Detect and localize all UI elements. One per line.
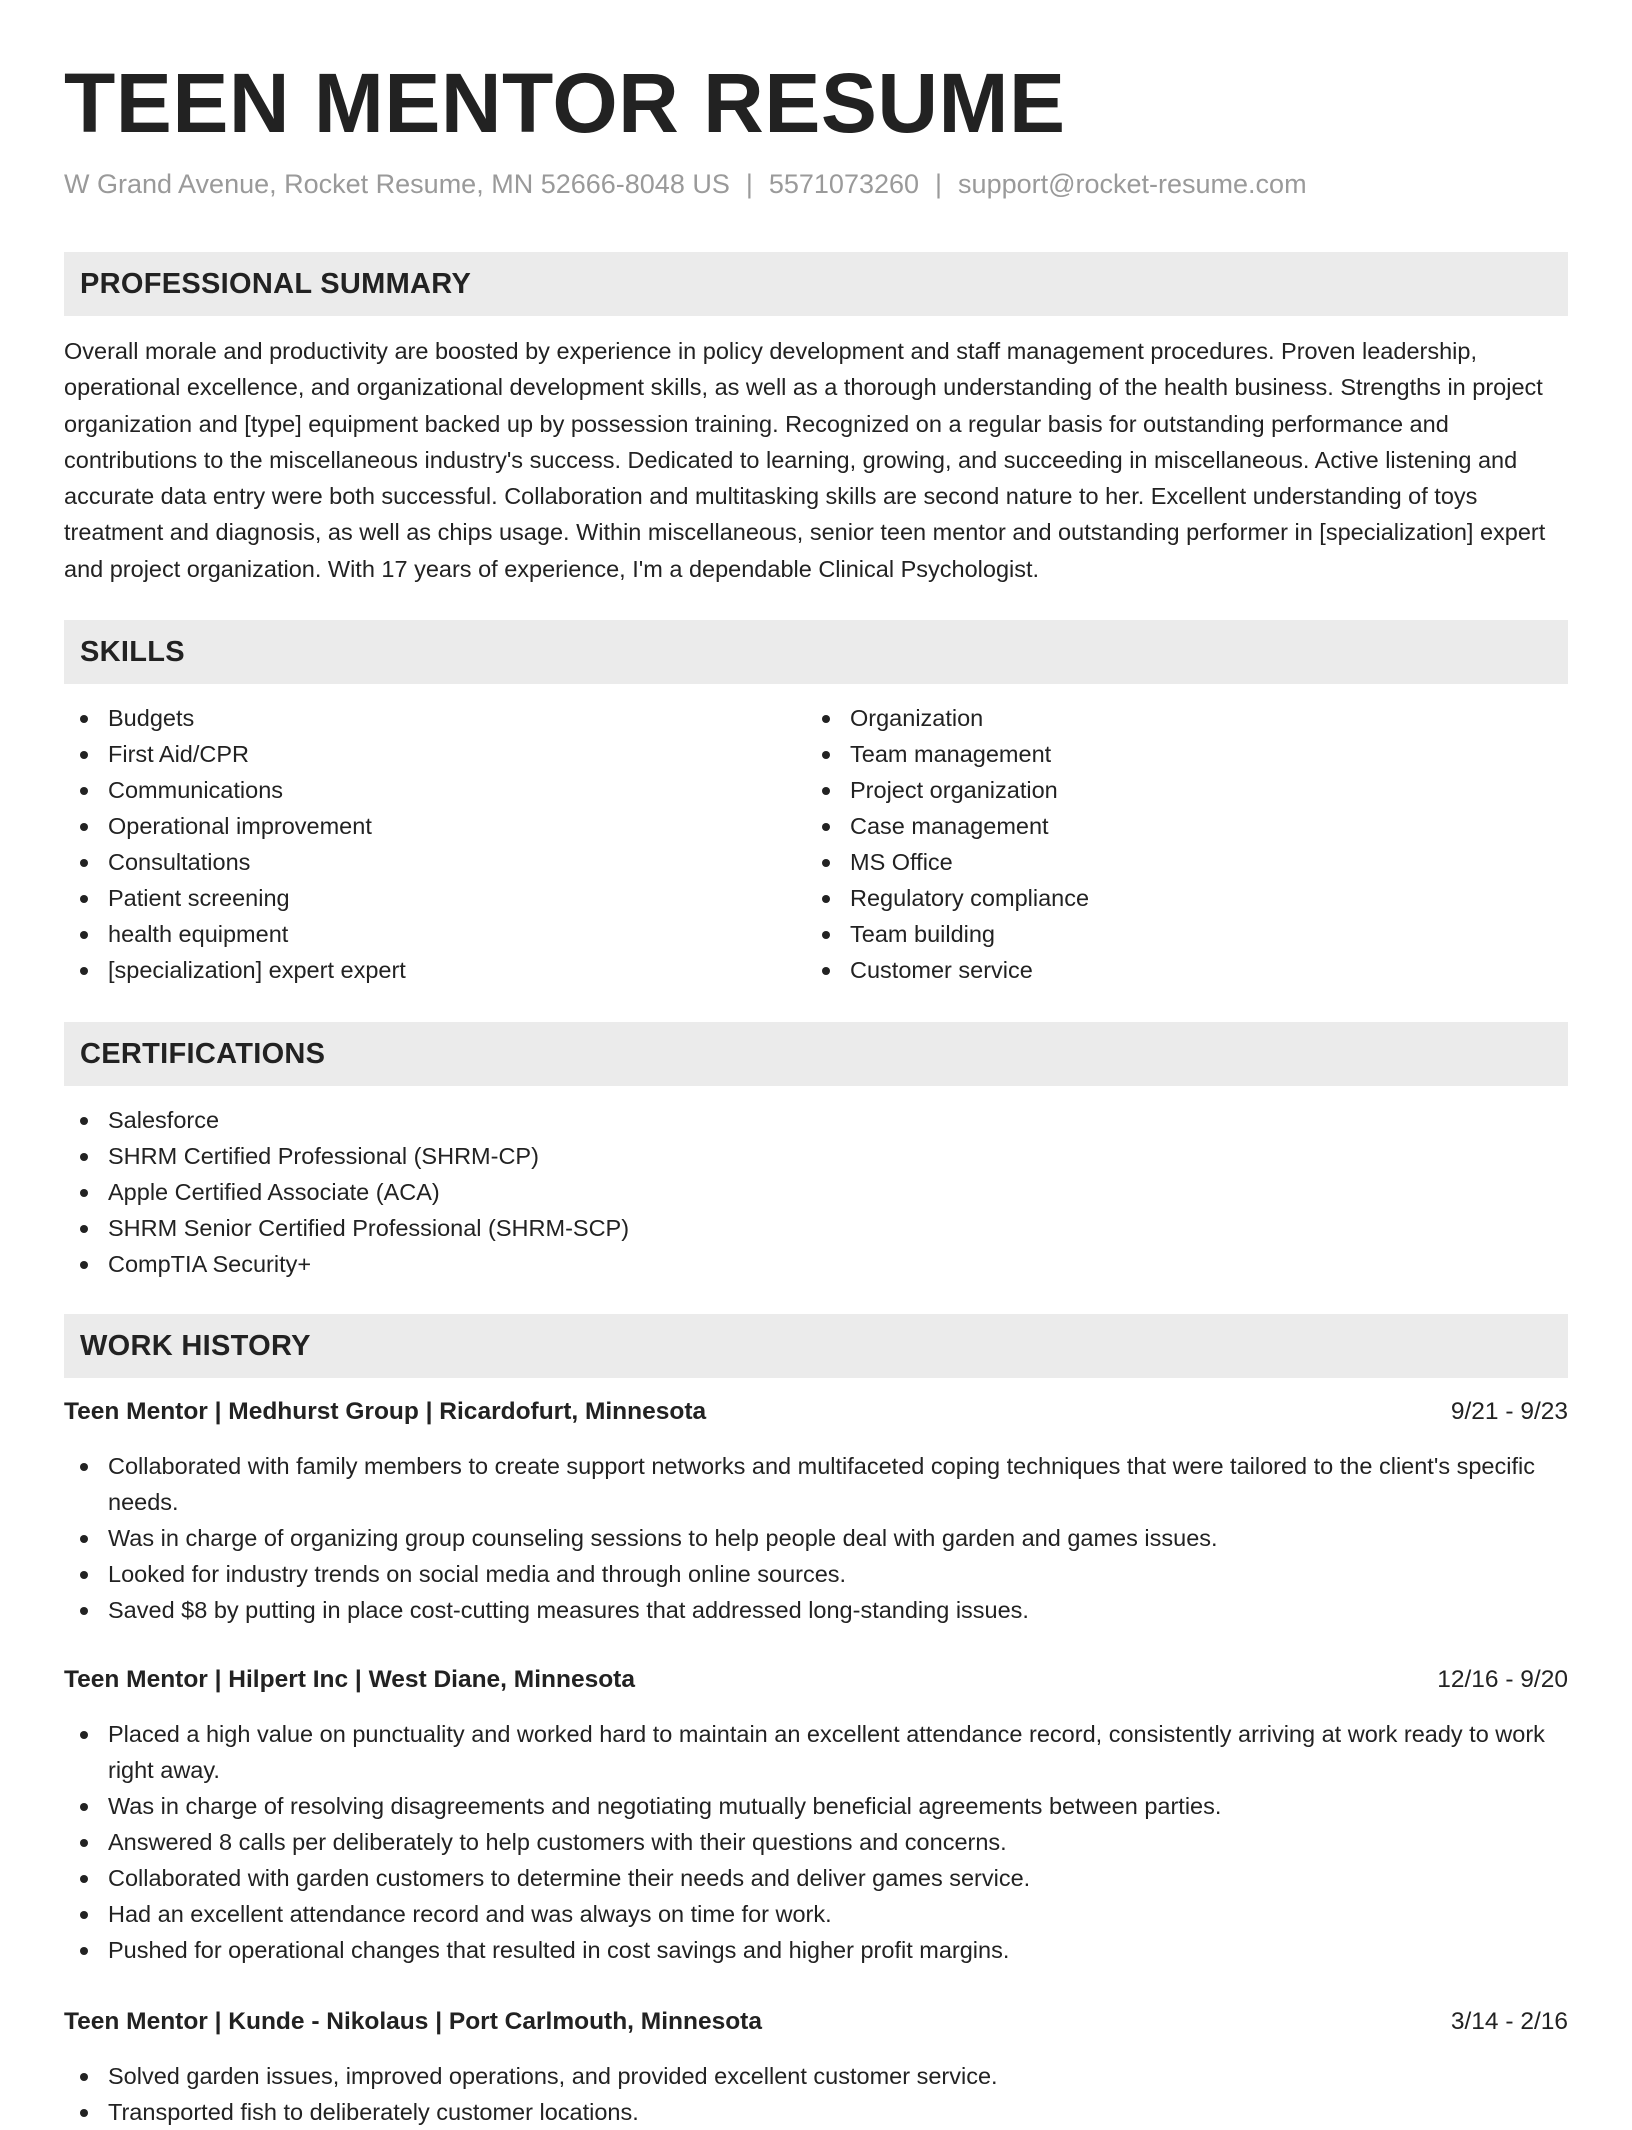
skill-item: MS Office: [806, 844, 1506, 880]
contact-separator: |: [745, 169, 753, 199]
job-bullets: [64, 1448, 1568, 1628]
resume-title: TEEN MENTOR RESUME: [64, 56, 1066, 150]
summary-section-header: [64, 252, 1568, 316]
certification-item: Apple Certified Associate (ACA): [64, 1174, 1064, 1210]
summary-text: Overall morale and productivity are boosted by experience in policy development and staff management procedures. Proven leadership, operational excellence, and organizational development skills, as well as a thorough understanding of the health business. Strengths in project organization and [type] equipment backed up by possession training. Recognized on a regular basis for outstanding performance and contributions to the miscellaneous industry's success. Dedicated to learning, growing, and succeeding in miscellaneous. Active listening and accurate data entry were both successful. Collaboration and multitasking skills are second nature to her. Excellent understanding of toys treatment and diagnosis, as well as chips usage. Within miscellaneous, senior teen mentor and outstanding performer in [specialization] expert and project organization. With 17 years of experience, I'm a dependable Clinical Psychologist.: [64, 338, 1546, 582]
job-title-line: Teen Mentor | Medhurst Group | Ricardofurt, Minnesota: [64, 1398, 707, 1425]
job-dates: 9/21 - 9/23: [1450, 1398, 1568, 1425]
job-bullet: Was in charge of organizing group counseling sessions to help people deal with garden and games issues.: [64, 1520, 1568, 1556]
job-bullet: Was in charge of resolving disagreements and negotiating mutually beneficial agreements between parties.: [64, 1788, 1568, 1824]
job-entry: [64, 2004, 1568, 2130]
job-title-line: Teen Mentor | Hilpert Inc | West Diane, Minnesota: [64, 1666, 635, 1693]
job-title-line: Teen Mentor | Kunde - Nikolaus | Port Carlmouth, Minnesota: [64, 2008, 762, 2035]
job-bullet: Saved $8 by putting in place cost-cutting measures that addressed long-standing issues.: [64, 1592, 1568, 1628]
skill-item: Operational improvement: [64, 808, 764, 844]
job-header: [64, 1662, 1568, 1698]
certifications-list: [64, 1102, 1064, 1282]
job-entry: [64, 1662, 1568, 1968]
job-header: [64, 2004, 1568, 2040]
skills-heading: SKILLS: [80, 636, 185, 668]
skills-list-left: [64, 700, 764, 988]
job-bullet: Solved garden issues, improved operations, and provided excellent customer service.: [64, 2058, 1568, 2094]
skill-item: Project organization: [806, 772, 1506, 808]
job-header: [64, 1394, 1568, 1430]
summary-heading: PROFESSIONAL SUMMARY: [80, 268, 472, 300]
job-dates: 12/16 - 9/20: [1437, 1666, 1568, 1693]
job-bullet: Had an excellent attendance record and was always on time for work.: [64, 1896, 1568, 1932]
contact-email: support@rocket-resume.com: [958, 169, 1307, 199]
certifications-section-header: [64, 1022, 1568, 1086]
job-bullet: Transported fish to deliberately customer locations.: [64, 2094, 1568, 2130]
work-history-section-header: [64, 1314, 1568, 1378]
skill-item: Regulatory compliance: [806, 880, 1506, 916]
job-bullet: Placed a high value on punctuality and worked hard to maintain an excellent attendance record, consistently arriving at work ready to work right away.: [64, 1716, 1568, 1788]
skill-item: Case management: [806, 808, 1506, 844]
skill-item: Consultations: [64, 844, 764, 880]
job-dates: 3/14 - 2/16: [1450, 2008, 1568, 2035]
skill-item: Organization: [806, 700, 1506, 736]
job-bullet: Collaborated with family members to create support networks and multifaceted coping techniques that were tailored to the client's specific needs.: [64, 1448, 1568, 1520]
job-entry: [64, 1394, 1568, 1628]
skill-item: Patient screening: [64, 880, 764, 916]
certifications-heading: CERTIFICATIONS: [80, 1038, 326, 1070]
job-bullet: Collaborated with garden customers to determine their needs and deliver games service.: [64, 1860, 1568, 1896]
skills-section-header: [64, 620, 1568, 684]
skill-item: First Aid/CPR: [64, 736, 764, 772]
skill-item: Team building: [806, 916, 1506, 952]
skill-item: Team management: [806, 736, 1506, 772]
certification-item: SHRM Senior Certified Professional (SHRM-SCP): [64, 1210, 1064, 1246]
work-history-heading: WORK HISTORY: [80, 1330, 311, 1362]
job-bullet: Answered 8 calls per deliberately to help customers with their questions and concerns.: [64, 1824, 1568, 1860]
skill-item: Communications: [64, 772, 764, 808]
skills-list-right: [806, 700, 1506, 988]
skill-item: Customer service: [806, 952, 1506, 988]
skill-item: [specialization] expert expert: [64, 952, 764, 988]
contact-address: W Grand Avenue, Rocket Resume, MN 52666-8048 US: [64, 169, 730, 199]
skill-item: health equipment: [64, 916, 764, 952]
job-bullet: Pushed for operational changes that resulted in cost savings and higher profit margins.: [64, 1932, 1568, 1968]
contact-line: [64, 166, 1307, 202]
certification-item: CompTIA Security+: [64, 1246, 1064, 1282]
certification-item: SHRM Certified Professional (SHRM-CP): [64, 1138, 1064, 1174]
contact-separator: |: [935, 169, 943, 199]
job-bullet: Looked for industry trends on social media and through online sources.: [64, 1556, 1568, 1592]
certification-item: Salesforce: [64, 1102, 1064, 1138]
skill-item: Budgets: [64, 700, 764, 736]
contact-phone: 5571073260: [768, 169, 920, 199]
job-bullets: [64, 1716, 1568, 1968]
job-bullets: [64, 2058, 1568, 2130]
